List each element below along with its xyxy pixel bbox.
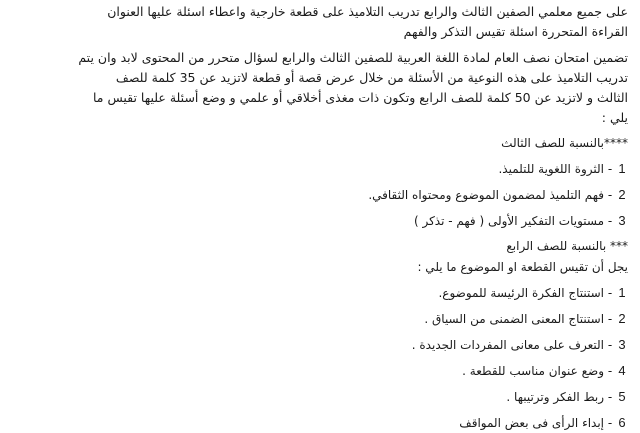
item-text: - وضع عنوان مناسب للقطعة .: [462, 364, 613, 378]
intro-line-6: يلي :: [601, 110, 628, 125]
list-item: [8, 309, 628, 329]
list-item: [8, 387, 628, 407]
list-item: [8, 159, 628, 179]
list-item: [8, 361, 628, 381]
item-number: 6: [618, 415, 626, 430]
list-item: [8, 283, 628, 303]
item-number: 3: [618, 337, 626, 352]
item-text: - ربط الفكر وترتيبها .: [506, 390, 613, 404]
grade4-heading: *** بالنسبة للصف الرابع: [506, 239, 628, 253]
item-number: 1: [618, 285, 626, 300]
item-number: 1: [618, 161, 626, 176]
item-number: 3: [618, 213, 626, 228]
intro-line-3: تضمين امتحان نصف العام لمادة اللغة العربية للصفين الثالث والرابع لسؤال متحرر من المحتوى لابد وان يتم: [78, 50, 628, 65]
item-text: - استنتاج المعنى الضمنى من السياق .: [424, 312, 613, 326]
grade3-heading: ****بالنسبة للصف الثالث: [501, 136, 628, 150]
intro-line-4: تدريب التلاميذ على هذه النوعية من الأسئلة من خلال عرض قصة أو قطعة لاتزيد عن 35 كلمة للصف: [115, 70, 628, 85]
item-number: 4: [618, 363, 626, 378]
item-number: 2: [618, 311, 626, 326]
item-number: 2: [618, 187, 626, 202]
item-number: 5: [618, 389, 626, 404]
item-text: - استنتاج الفكرة الرئيسة للموضوع.: [438, 286, 613, 300]
item-text: - مستويات التفكير الأولى ( فهم - تذكر ): [413, 214, 613, 228]
intro-line-2: القراءة المتحررة اسئلة تقيس التذكر والفهم: [403, 24, 628, 39]
intro-line-5: الثالث و لاتزيد عن 50 كلمة للصف الرابع وتكون ذات مغذى أخلاقي أو علمي و وضع أسئلة عليها تقيس ما: [92, 90, 628, 105]
item-text: - الثروة اللغوية للتلميذ.: [498, 162, 613, 176]
item-text: - إبداء الرأى فى بعض المواقف: [459, 416, 613, 430]
list-item: [8, 185, 628, 205]
list-item: [8, 211, 628, 231]
item-text: - فهم التلميذ لمضمون الموضوع ومحتواه الثقافي.: [368, 188, 613, 202]
list-item: [8, 413, 628, 433]
intro-line-1: على جميع معلمي الصفين الثالث والرابع تدريب التلاميذ على قطعة خارجية واعطاء اسئلة عليها العنوان: [107, 4, 628, 19]
list-item: [8, 335, 628, 355]
grade4-subheading: يجل أن تقيس القطعة او الموضوع ما يلي :: [417, 260, 628, 274]
item-text: - التعرف على معانى المفردات الجديدة .: [411, 338, 613, 352]
